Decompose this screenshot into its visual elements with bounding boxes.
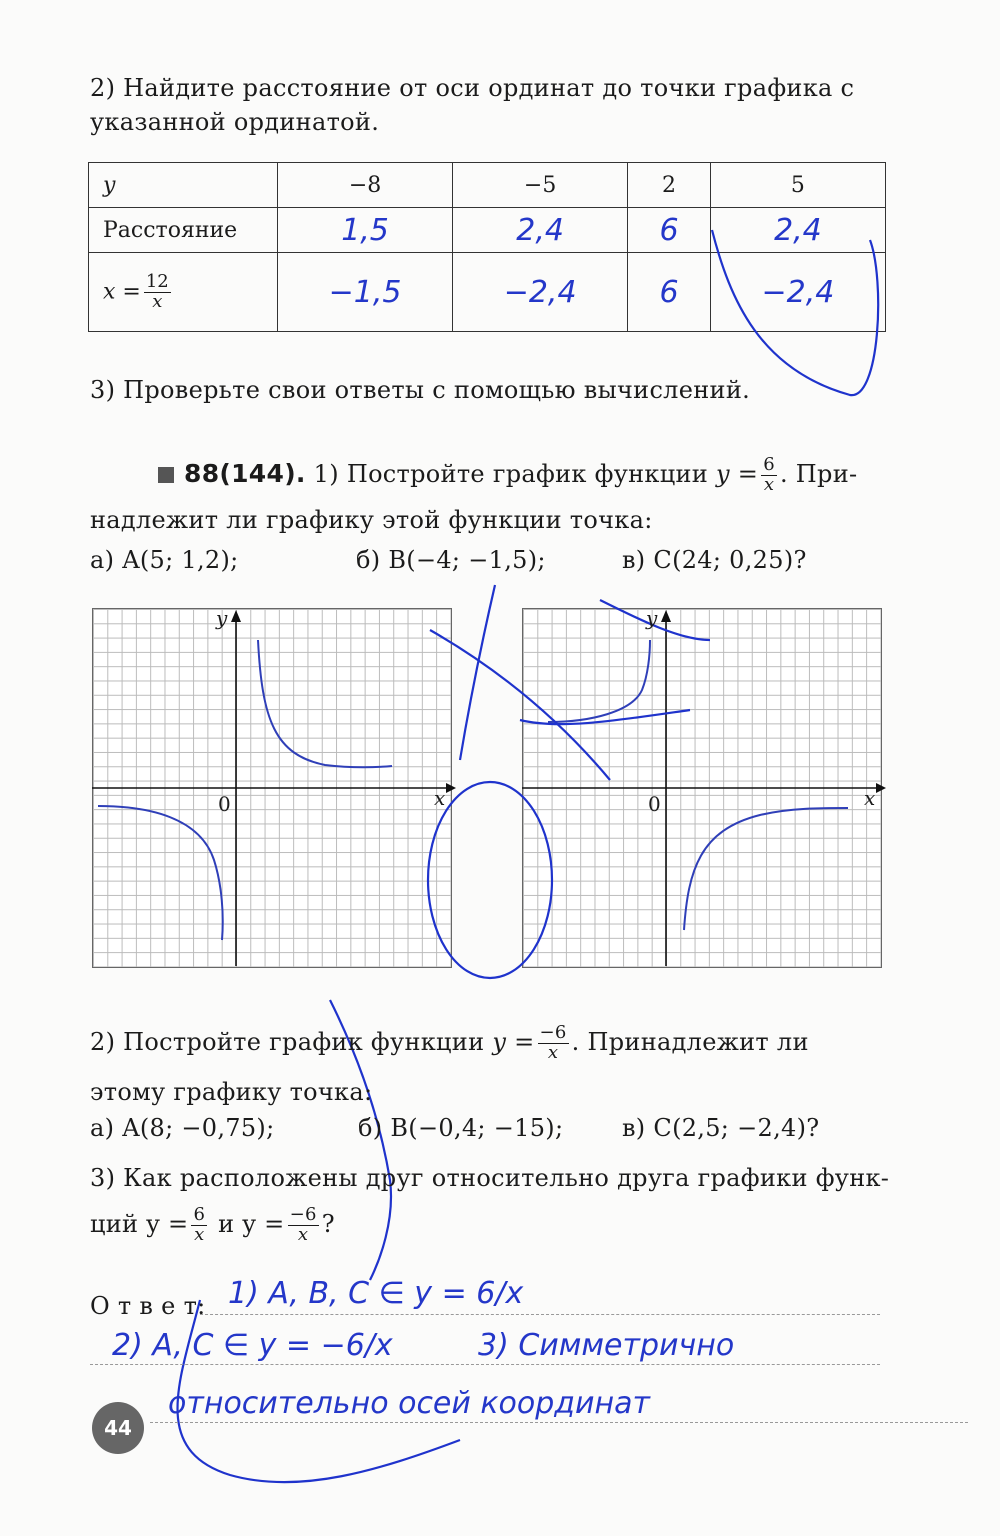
- handwritten-cell: 6: [628, 208, 711, 253]
- pen-stroke: [460, 585, 495, 760]
- handwritten-cell: 2,4: [453, 208, 628, 253]
- page-number: 44: [92, 1402, 144, 1454]
- origin-label-left: 0: [218, 792, 232, 816]
- x-label-right: x: [864, 786, 876, 810]
- task2-line2: указанной ординатой.: [90, 108, 380, 136]
- part3-line1: 3) Как расположены друг относительно друга графики функ-: [90, 1164, 890, 1192]
- handwritten-answer-1: 1) A, B, C ∈ y = 6/x: [228, 1276, 524, 1311]
- handwritten-cell: −1,5: [278, 253, 453, 332]
- handwritten-cell: 2,4: [710, 208, 885, 253]
- handwritten-answer-3: 3) Симметрично: [478, 1328, 735, 1363]
- answer-line: [200, 1314, 880, 1315]
- hyperbola-left-q3: [98, 806, 223, 940]
- task3-text: 3) Проверьте свои ответы с помощью вычислений.: [90, 376, 751, 404]
- task88-point-a: а) A(5; 1,2);: [90, 546, 239, 574]
- pen-stroke: [430, 630, 610, 780]
- table-cell: −5: [453, 163, 628, 208]
- y-arrow-left: [231, 610, 241, 622]
- x-label-left: x: [434, 786, 446, 810]
- hyperbola-left-q1: [258, 640, 392, 767]
- task88-point-c: в) C(24; 0,25)?: [622, 546, 807, 574]
- x-arrow-right: [876, 783, 886, 793]
- part2-line2: этому графику точка:: [90, 1078, 373, 1106]
- handwritten-cell: −2,4: [453, 253, 628, 332]
- part2-point-a: а) A(8; −0,75);: [90, 1114, 275, 1142]
- part2-line1: 2) Постройте график функции y = $\frac{-6}{x}$ . Принадлежит ли: [90, 1022, 809, 1063]
- task88-point-b: б) B(−4; −1,5);: [356, 546, 546, 574]
- hyperbola-right-q2: [548, 640, 650, 722]
- origin-label-right: 0: [648, 792, 662, 816]
- table-cell: 5: [710, 163, 885, 208]
- part2-point-b: б) B(−0,4; −15);: [358, 1114, 564, 1142]
- part3-line2: ций y = $\frac{6}{x}$ и y = $\frac{-6}{x}$ ?: [90, 1204, 335, 1245]
- pen-circle: [428, 782, 552, 978]
- x-arrow-left: [446, 783, 456, 793]
- y-label-right: y: [646, 606, 658, 630]
- handwritten-answer-2: 2) A, C ∈ y = −6/x: [112, 1328, 393, 1363]
- answer-label: О т в е т:: [90, 1292, 206, 1320]
- table-cell: −8: [278, 163, 453, 208]
- task2-line1: 2) Найдите расстояние от оси ординат до точки графика с: [90, 74, 855, 102]
- task88-line2: надлежит ли графику этой функции точка:: [90, 506, 653, 534]
- handwritten-answer-4: относительно осей координат: [168, 1386, 651, 1421]
- handwritten-cell: 6: [628, 253, 711, 332]
- handwritten-cell: −2,4: [710, 253, 885, 332]
- answer-line: [150, 1422, 968, 1423]
- check-scribble-top: [712, 230, 878, 395]
- table-row-label: x = $\frac{12}{x}$: [89, 253, 278, 332]
- part2-point-c: в) C(2,5; −2,4)?: [622, 1114, 820, 1142]
- y-label-left: y: [216, 606, 228, 630]
- table-row-label: Расстояние: [89, 208, 278, 253]
- answer-line: [90, 1364, 880, 1365]
- task88-heading: 88(144). 1) Постройте график функции y = $\frac{6}{x}$ . При-: [158, 456, 857, 495]
- handwritten-cell: 1,5: [278, 208, 453, 253]
- table-row-label: y: [89, 163, 278, 208]
- y-arrow-right: [661, 610, 671, 622]
- table-cell: 2: [628, 163, 711, 208]
- hyperbola-right-q4: [684, 808, 848, 930]
